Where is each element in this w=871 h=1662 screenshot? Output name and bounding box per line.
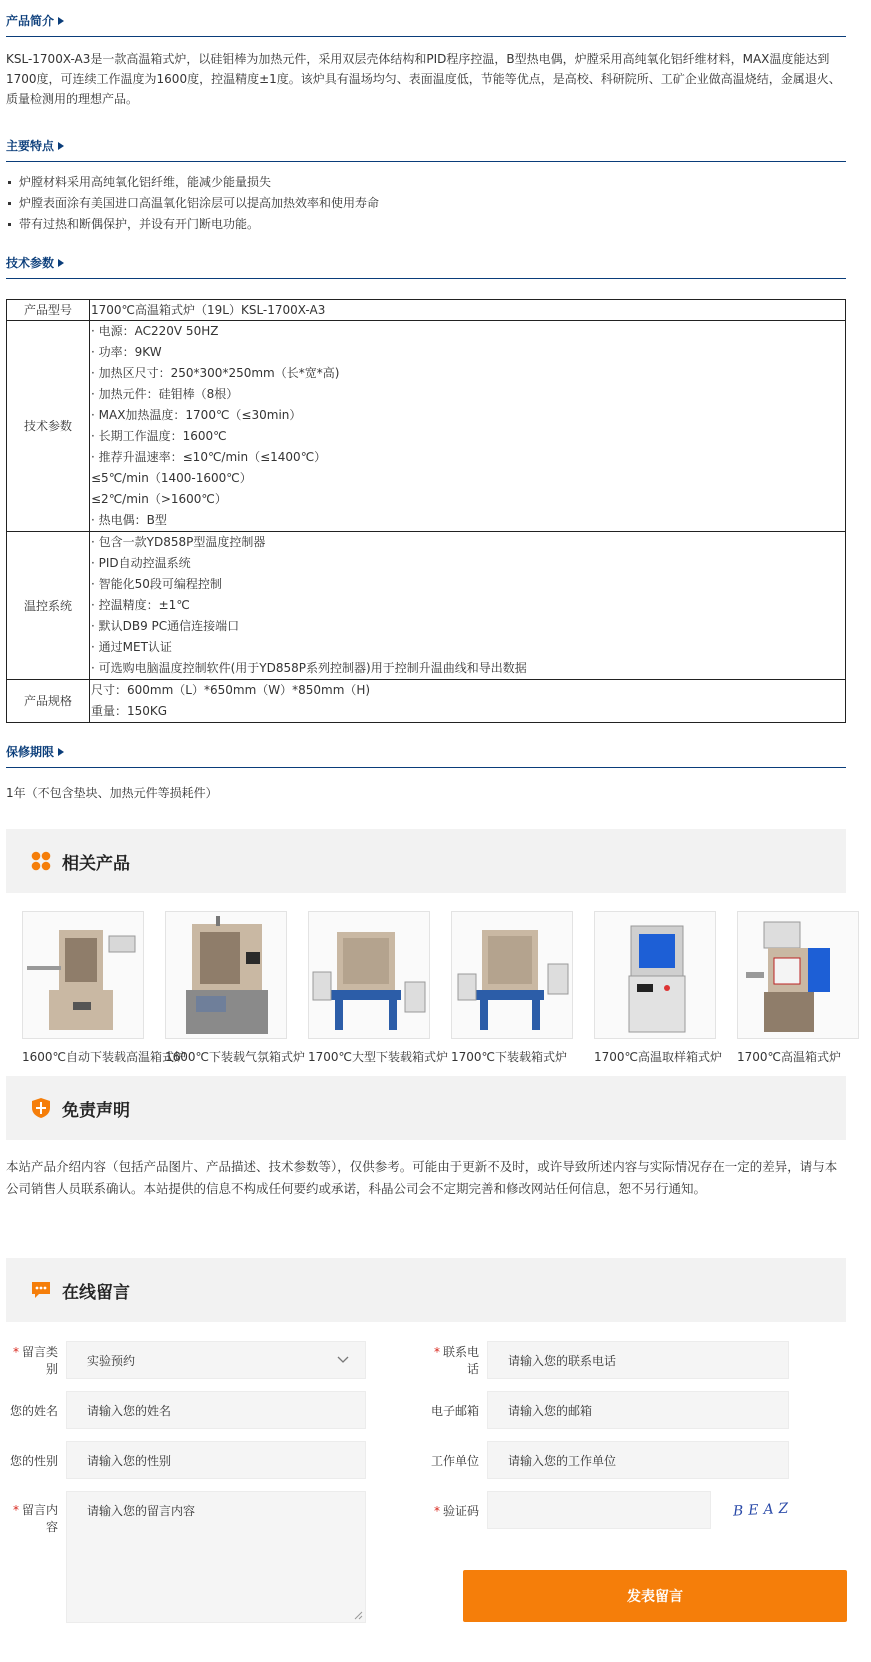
disclaimer-text: 本站产品介绍内容（包括产品图片、产品描述、技术参数等），仅供参考。可能由于更新不及时，或许导致所述内容与实际情况存在一定的差异，请与本公司销售人员联系确认。本站提供的信息不构成任何要约或承诺，科晶公司会不定期完善和修改网站任何信息，恕不另行通知。 [6, 1159, 838, 1196]
product-name[interactable]: 1600℃自动下装载高温箱式炉 [22, 1050, 187, 1064]
table-value [90, 532, 846, 680]
spec-line: · 可选购电脑温度控制软件(用于YD858P系列控制器)用于控制升温曲线和导出数据 [91, 661, 527, 675]
triangle-right-icon [58, 142, 64, 150]
name-input[interactable]: 请输入您的姓名 [66, 1391, 366, 1429]
required-mark: * [433, 1503, 440, 1518]
spec-line: · 控温精度：±1℃ [91, 598, 190, 612]
captcha-input[interactable] [487, 1491, 711, 1529]
email-label: 电子邮箱 [430, 1403, 479, 1418]
feature-item: 炉膛材料采用高纯氧化铝纤维，能减少能量损失 [6, 172, 851, 193]
spec-line: 重量：150KG [91, 704, 168, 718]
product-image[interactable] [22, 911, 144, 1039]
product-name[interactable]: 1700℃高温箱式炉 [737, 1050, 842, 1064]
spec-line: · 加热元件：硅钼棒（8根） [91, 387, 239, 401]
spec-line: · 功率：9KW [91, 345, 162, 359]
category-row [6, 1341, 366, 1379]
required-mark: * [433, 1345, 440, 1359]
triangle-right-icon [58, 259, 64, 267]
section-title: 主要特点 [6, 139, 55, 153]
table-key: 产品规格 [7, 680, 90, 723]
table-key: 技术参数 [7, 321, 90, 532]
spec-line: · 推荐升温速率：≤10℃/min（≤1400℃） [91, 450, 327, 464]
company-row [427, 1441, 789, 1479]
email-input[interactable]: 请输入您的邮箱 [487, 1391, 789, 1429]
content-row [6, 1491, 366, 1623]
spec-table [6, 299, 846, 723]
phone-input[interactable]: 请输入您的联系电话 [487, 1341, 789, 1379]
gender-row [6, 1441, 366, 1479]
section-title: 产品简介 [6, 14, 55, 28]
section-header-intro [6, 0, 846, 37]
spec-line: · 智能化50段可编程控制 [91, 577, 222, 591]
spec-line: · 加热区尺寸：250*300*250mm（长*宽*高) [91, 366, 340, 380]
spec-line: ≤5℃/min（1400-1600℃） [91, 471, 252, 485]
phone-label [427, 1343, 487, 1377]
captcha-image[interactable]: BEAZ [732, 1500, 794, 1520]
company-input[interactable]: 请输入您的工作单位 [487, 1441, 789, 1479]
table-value [90, 321, 846, 532]
section-title: 保修期限 [6, 745, 55, 759]
company-label: 工作单位 [430, 1453, 479, 1468]
name-label: 您的姓名 [9, 1403, 58, 1418]
spec-line: 尺寸：600mm（L）*650mm（W）*850mm（H) [91, 683, 371, 697]
content-placeholder: 请输入您的留言内容 [87, 1504, 196, 1518]
product-card[interactable] [737, 911, 871, 1076]
category-select[interactable] [66, 1341, 366, 1379]
product-name[interactable]: 1700℃下装载箱式炉 [451, 1050, 568, 1064]
product-card[interactable] [594, 911, 728, 1076]
spec-line: · 通过MET认证 [91, 640, 172, 654]
category-value: 实验预约 [87, 1353, 136, 1368]
required-mark: * [12, 1345, 19, 1359]
resize-handle-icon[interactable] [354, 1611, 363, 1620]
feature-list [6, 162, 851, 242]
spec-line: · 热电偶：B型 [91, 513, 167, 527]
product-card[interactable] [451, 911, 585, 1076]
shield-icon [30, 1097, 52, 1119]
spec-line: · MAX加热温度：1700℃（≤30min） [91, 408, 302, 422]
product-name[interactable]: 1700℃大型下装载箱式炉 [308, 1050, 449, 1064]
label-text: 验证码 [442, 1503, 479, 1518]
product-image[interactable] [737, 911, 859, 1039]
table-row [7, 300, 846, 321]
spec-line: · 长期工作温度：1600℃ [91, 429, 227, 443]
table-row [7, 532, 846, 680]
gender-input[interactable]: 请输入您的性别 [66, 1441, 366, 1479]
table-key: 产品型号 [7, 300, 90, 321]
product-image[interactable] [308, 911, 430, 1039]
related-products [6, 893, 846, 1076]
product-image[interactable] [594, 911, 716, 1039]
warranty-text: 1年（不包含垫块、加热元件等损耗件） [6, 786, 218, 800]
message-title: 在线留言 [62, 1282, 130, 1303]
spec-line: · 包含一款YD858P型温度控制器 [91, 535, 266, 549]
product-card[interactable] [308, 911, 449, 1076]
product-image[interactable] [165, 911, 287, 1039]
product-image[interactable] [451, 911, 573, 1039]
product-name[interactable]: 1700℃高温取样箱式炉 [594, 1050, 723, 1064]
label-text: 留言类别 [21, 1345, 58, 1376]
product-card[interactable] [22, 911, 187, 1076]
table-key: 温控系统 [7, 532, 90, 680]
related-header [6, 829, 846, 893]
feature-item: 带有过热和断偶保护，并设有开门断电功能。 [6, 214, 851, 235]
section-header-features [6, 125, 846, 162]
spec-line: ≤2℃/min（>1600℃） [91, 492, 227, 506]
table-row [7, 680, 846, 723]
gender-label: 您的性别 [9, 1453, 58, 1468]
captcha-row [427, 1491, 793, 1529]
grid-icon [30, 850, 52, 872]
related-title: 相关产品 [62, 853, 130, 874]
category-label [6, 1343, 66, 1377]
required-mark: * [12, 1503, 19, 1517]
message-header [6, 1258, 846, 1322]
disclaimer-title: 免责声明 [62, 1100, 130, 1121]
disclaimer-header [6, 1076, 846, 1140]
product-name[interactable]: 1600℃下装载气氛箱式炉 [165, 1050, 306, 1064]
name-row [6, 1391, 366, 1429]
content-textarea[interactable] [66, 1491, 366, 1623]
label-text: 留言内容 [21, 1503, 58, 1534]
section-title: 技术参数 [6, 256, 55, 270]
spec-line: · 默认DB9 PC通信连接端口 [91, 619, 240, 633]
section-header-spec [6, 242, 846, 279]
triangle-right-icon [58, 748, 64, 756]
phone-row [427, 1341, 789, 1379]
product-card[interactable] [165, 911, 306, 1076]
content-label [6, 1491, 66, 1535]
email-row [427, 1391, 789, 1429]
table-value: 1700℃高温箱式炉（19L）KSL-1700X-A3 [90, 300, 846, 321]
captcha-label [427, 1502, 487, 1519]
chevron-down-icon [337, 1356, 349, 1364]
label-text: 联系电话 [442, 1345, 479, 1376]
feature-item: 炉膛表面涂有美国进口高温氧化铝涂层可以提高加热效率和使用寿命 [6, 193, 851, 214]
submit-button[interactable]: 发表留言 [463, 1570, 847, 1622]
section-header-warranty [6, 731, 846, 768]
table-row [7, 321, 846, 532]
triangle-right-icon [58, 17, 64, 25]
message-form [6, 1322, 846, 1662]
chat-bubble-icon [30, 1279, 52, 1301]
table-value [90, 680, 846, 723]
spec-line: · PID自动控温系统 [91, 556, 191, 570]
intro-text: KSL-1700X-A3是一款高温箱式炉，以硅钼棒为加热元件，采用双层壳体结构和PID程序控温，B型热电偶，炉膛采用高纯氧化铝纤维材料，MAX温度能达到1700度，可连续工作温度为1600度，控温精度±1度。该炉具有温场均匀、表面温度低，节能等优点，是高校、科研院所、工矿企业做高温烧结，金属退火、质量检测用的理想产品。 [6, 52, 841, 106]
spec-line: · 电源：AC220V 50HZ [91, 324, 219, 338]
